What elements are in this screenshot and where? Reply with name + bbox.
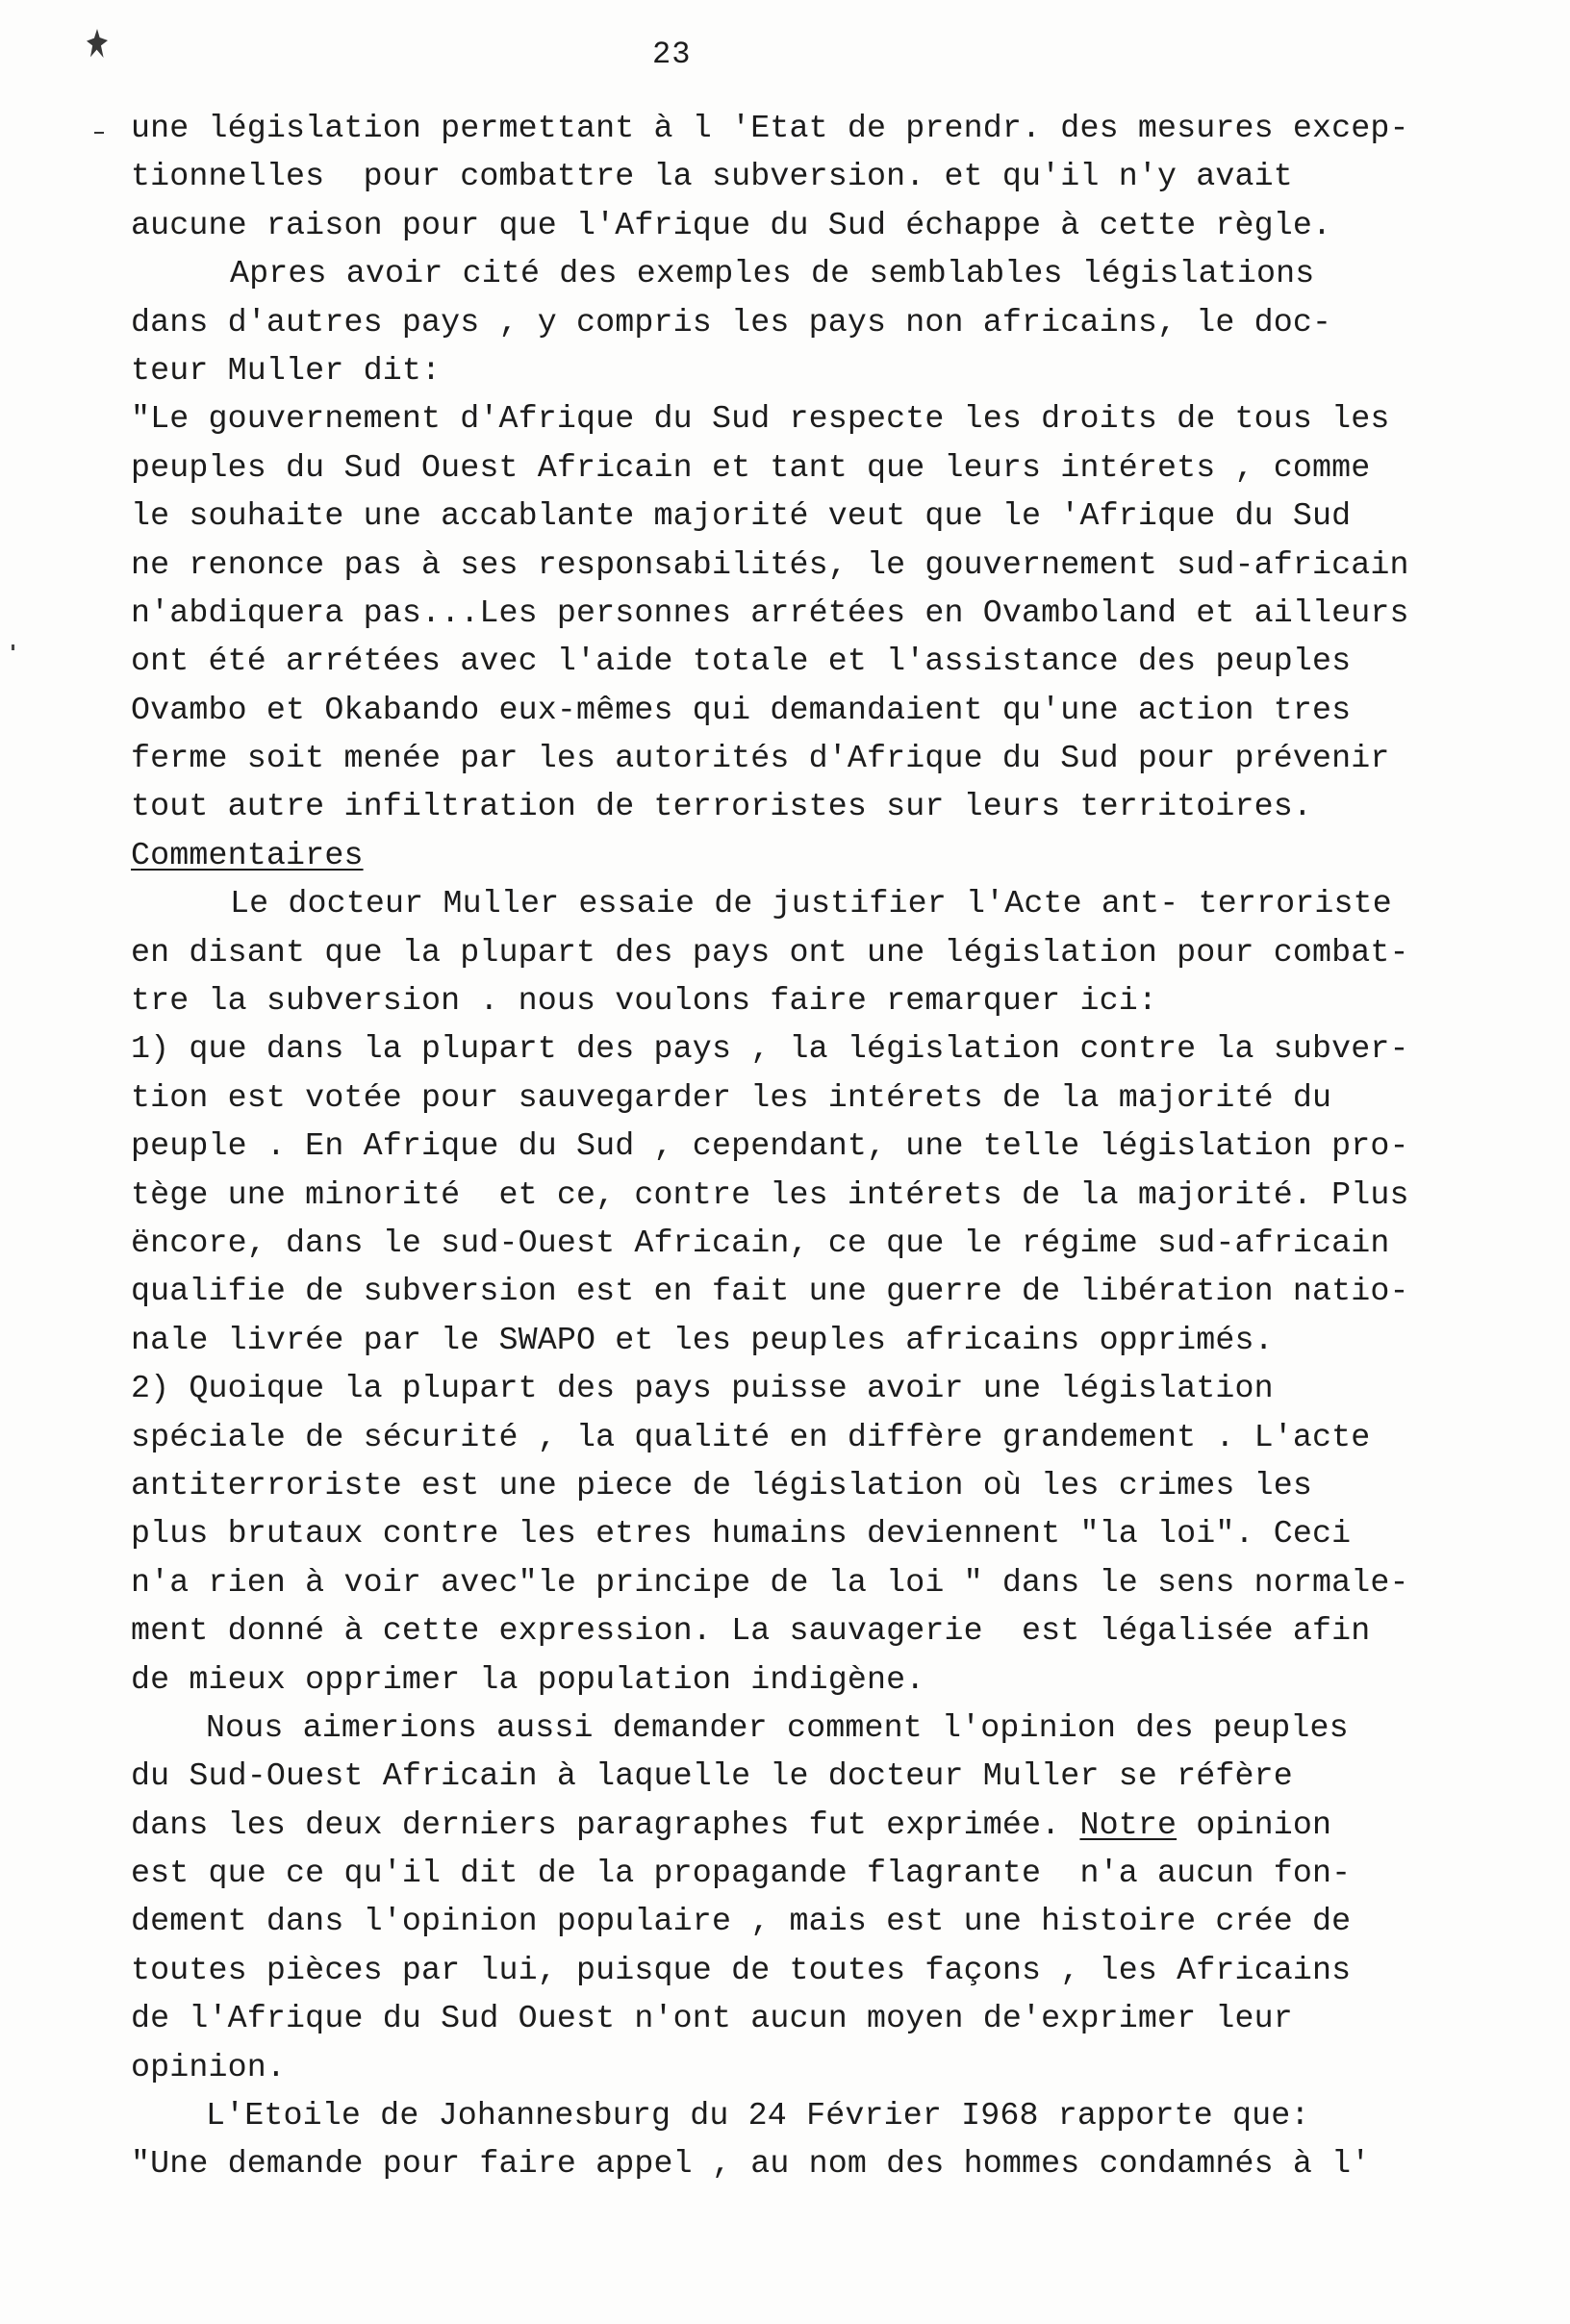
text-line: spéciale de sécurité , la qualité en diffère grandement . L'acte — [131, 1418, 1371, 1455]
text-line: peuple . En Afrique du Sud , cependant, une telle législation pro- — [131, 1127, 1409, 1165]
text-line: ont été arrétées avec l'aide totale et l'assistance des peuples — [131, 643, 1352, 680]
body-text — [131, 104, 1449, 2188]
text-line: dement dans l'opinion populaire , mais est une histoire crée de — [131, 1903, 1352, 1940]
underlined-word: Notre — [1079, 1806, 1178, 1843]
text-line: dans d'autres pays , y compris les pays non africains, le doc- — [131, 303, 1332, 341]
section-heading-text: Commentaires — [131, 836, 364, 873]
text-line: ferme soit menée par les autorités d'Afrique du Sud pour prévenir — [131, 740, 1390, 777]
text-line: Apres avoir cité des exemples de semblables législations — [230, 255, 1315, 292]
text-line: le souhaite une accablante majorité veut que le 'Afrique du Sud — [131, 497, 1352, 535]
text-line: Ovambo et Okabando eux-mêmes qui demandaient qu'une action tres — [131, 691, 1352, 728]
text-line: antiterroriste est une piece de législation où les crimes les — [131, 1466, 1313, 1503]
text-line: tion est votée pour sauvegarder les intérets de la majorité du — [131, 1078, 1332, 1116]
margin-dash-mark — [94, 132, 104, 134]
text-line: aucune raison pour que l'Afrique du Sud échappe à cette règle. — [131, 206, 1332, 243]
text-line: "Une demande pour faire appel , au nom des hommes condamnés à l' — [131, 2145, 1371, 2183]
page-number: 23 — [652, 37, 692, 72]
text-line: 2) Quoique la plupart des pays puisse avoir une législation — [131, 1370, 1274, 1407]
text-line: 1) que dans la plupart des pays , la législation contre la subver- — [131, 1030, 1409, 1068]
text-line: nale livrée par le SWAPO et les peuples africains opprimés. — [131, 1321, 1274, 1358]
text-line: de l'Afrique du Sud Ouest n'ont aucun moyen de'exprimer leur — [131, 2000, 1293, 2037]
text-line — [131, 1801, 1449, 1849]
text-line: de mieux opprimer la population indigène. — [131, 1660, 925, 1698]
text-line: qualifie de subversion est en fait une guerre de libération natio- — [131, 1273, 1409, 1310]
ink-blot-mark — [87, 29, 108, 58]
text-line-end: opinion — [1177, 1806, 1332, 1843]
text-line: peuples du Sud Ouest Africain et tant que leurs intérets , comme — [131, 448, 1371, 486]
text-line: n'abdiquera pas...Les personnes arrétées en Ovamboland et ailleurs — [131, 594, 1409, 631]
text-line: Le docteur Muller essaie de justifier l'Acte ant- terroriste — [230, 885, 1392, 922]
text-line-start: dans les deux derniers paragraphes fut exprimée. — [131, 1806, 1080, 1843]
text-line: une législation permettant à l 'Etat de prendr. des mesures excep- — [131, 110, 1409, 146]
text-line: Nous aimerions aussi demander comment l'opinion des peuples — [206, 1708, 1349, 1746]
text-line: en disant que la plupart des pays ont une législation pour combat- — [131, 933, 1409, 971]
text-line: ment donné à cette expression. La sauvagerie est légalisée afin — [131, 1612, 1371, 1650]
text-line: est que ce qu'il dit de la propagande flagrante n'a aucun fon- — [131, 1855, 1352, 1892]
text-line: n'a rien à voir avec"le principe de la loi " dans le sens normale- — [131, 1563, 1409, 1601]
text-line: "Le gouvernement d'Afrique du Sud respecte les droits de tous les — [131, 400, 1390, 438]
text-line: L'Etoile de Johannesburg du 24 Février I968 rapporte que: — [206, 2097, 1310, 2135]
margin-dot-mark — [12, 644, 14, 650]
text-line: ne renonce pas à ses responsabilités, le gouvernement sud-africain — [131, 545, 1409, 583]
text-line: tionnelles pour combattre la subversion. et qu'il n'y avait — [131, 158, 1293, 195]
text-line: opinion. — [131, 2048, 287, 2085]
text-line: du Sud-Ouest Africain à laquelle le docteur Muller se réfère — [131, 1757, 1293, 1795]
text-line: tège une minorité et ce, contre les intérets de la majorité. Plus — [131, 1175, 1409, 1213]
text-line: tout autre infiltration de terroristes sur leurs territoires. — [131, 788, 1313, 825]
text-line: tre la subversion . nous voulons faire remarquer ici: — [131, 982, 1157, 1020]
text-line: teur Muller dit: — [131, 351, 442, 389]
section-heading — [131, 831, 1449, 879]
text-line: ëncore, dans le sud-Ouest Africain, ce que le régime sud-africain — [131, 1224, 1390, 1261]
text-line: toutes pièces par lui, puisque de toutes façons , les Africains — [131, 1951, 1352, 1988]
text-line: plus brutaux contre les etres humains deviennent "la loi". Ceci — [131, 1515, 1352, 1553]
